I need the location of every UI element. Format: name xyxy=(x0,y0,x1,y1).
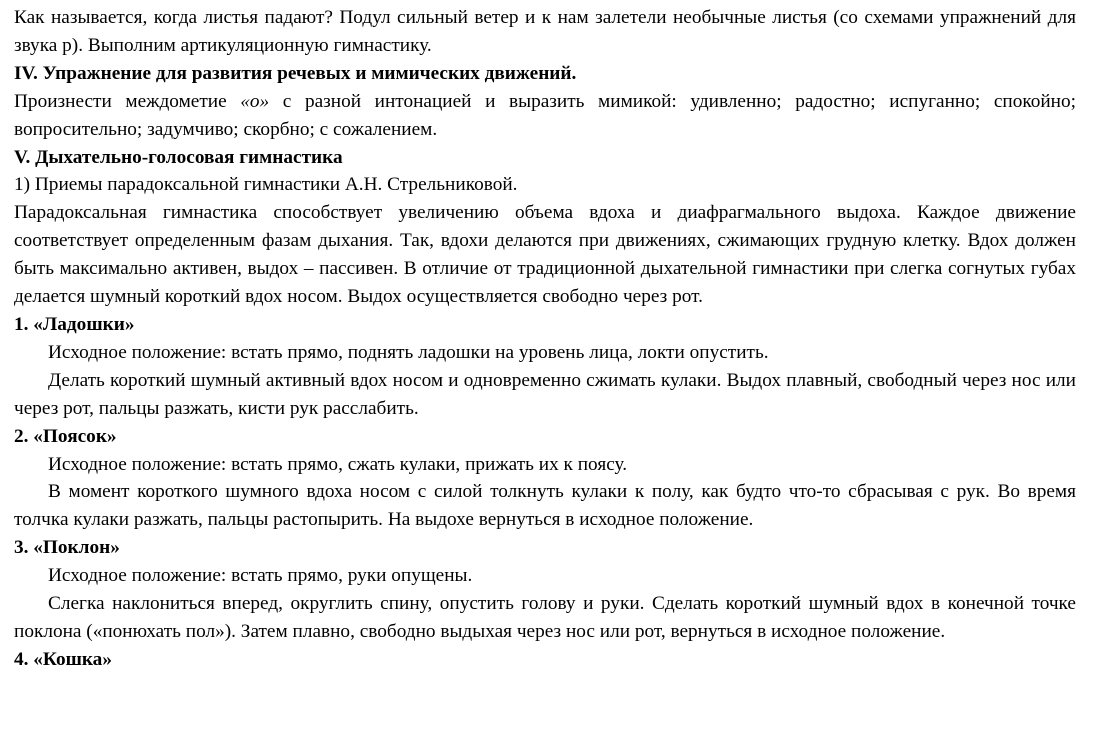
interjection-o: «о» xyxy=(240,90,270,112)
section-4-heading: IV. Упражнение для развития речевых и мимических движений. xyxy=(14,62,577,84)
page-top-edge xyxy=(0,0,1094,4)
exercise-3-start-position: Исходное положение: встать прямо, руки опущены. xyxy=(48,565,473,587)
section-4-text-after: с разной интонацией и выразить мимикой: удивленно; радостно; испуганно; спокойно; вопросительно; задумчиво; скорбно; с сожалением. xyxy=(14,90,1076,140)
exercise-4-title: 4. «Кошка» xyxy=(14,648,112,670)
section-5-heading: V. Дыхательно-голосовая гимнастика xyxy=(14,146,343,168)
exercise-1-action: Делать короткий шумный активный вдох носом и одновременно сжимать кулаки. Выдох плавный, свободный через нос или через рот, пальцы разжать, кисти рук расслабить. xyxy=(14,369,1076,419)
exercise-2-start-position: Исходное положение: встать прямо, сжать кулаки, прижать их к поясу. xyxy=(48,453,628,475)
document-page xyxy=(14,4,1076,674)
exercise-1-start-position: Исходное положение: встать прямо, поднять ладошки на уровень лица, локти опустить. xyxy=(48,341,769,363)
section-4-paragraph xyxy=(14,88,1076,144)
exercise-3-action: Слегка наклониться вперед, округлить спину, опустить голову и руки. Сделать короткий шумный вдох в конечной точке поклона («понюхать пол»). Затем плавно, свободно выдыхая через нос или рот, вернуться в исходное положение. xyxy=(14,593,1076,642)
exercise-2-action: В момент короткого шумного вдоха носом с силой толкнуть кулаки к полу, как будто что-то сбрасывая с рук. Во время толчка кулаки разжать, пальцы растопырить. На выдохе вернуться в исходное положение. xyxy=(14,481,1076,531)
section-5-paragraph: Парадоксальная гимнастика способствует увеличению объема вдоха и диафрагмального выдоха. Каждое движение соответствует определенным фазам дыхания. Так, вдохи делаются при движениях, сжимающих грудную клетку. Вдох должен быть максимально активен, выдох – пассивен. В отличие от традиционной дыхательной гимнастики при слегка согнутых губах делается шумный короткий вдох носом. Выдох осуществляется свободно через рот. xyxy=(14,202,1076,308)
exercise-3-title: 3. «Поклон» xyxy=(14,537,120,559)
exercise-1-title: 1. «Ладошки» xyxy=(14,313,135,335)
intro-paragraph: Как называется, когда листья падают? Подул сильный ветер и к нам залетели необычные листья (со схемами упражнений для звука р). Выполним артикуляционную гимнастику. xyxy=(14,7,1076,56)
section-5-subheading: 1) Приемы парадоксальной гимнастики А.Н. Стрельниковой. xyxy=(14,174,518,196)
exercise-2-title: 2. «Поясок» xyxy=(14,425,117,447)
section-4-text-before: Произнести междометие xyxy=(14,90,241,112)
